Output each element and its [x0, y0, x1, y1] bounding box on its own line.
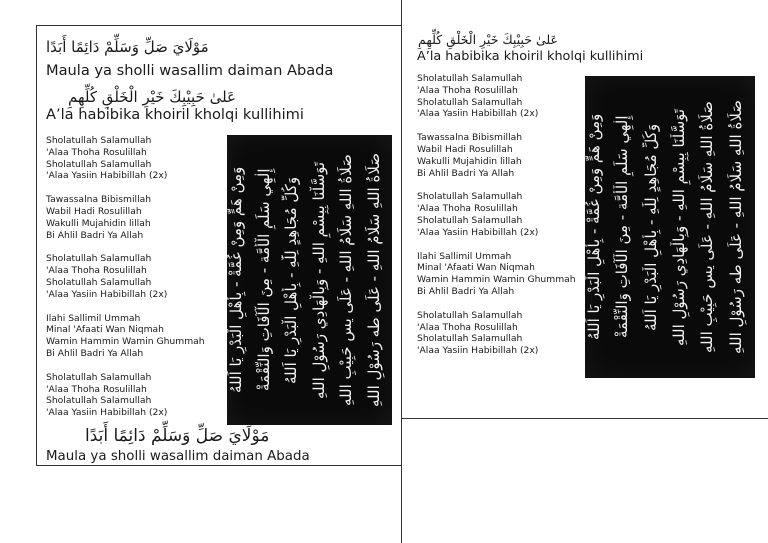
lyric-line: Wabil Hadi Rosulillah [46, 205, 142, 217]
lyric-line: 'Alaa Yasiin Habibillah (2x) [46, 288, 168, 300]
lyric-line: Wakulli Mujahidin lillah [46, 217, 151, 229]
lyric-line: 'Alaa Yasiin Habibillah (2x) [46, 170, 168, 182]
right-calligraphy-panel [585, 76, 755, 378]
lyric-stanza [46, 253, 205, 300]
lyric-stanza [46, 313, 205, 360]
calligraphy-column: صَلَاةُ اللهِ سَلَامُ اللهِ - عَلَى طه رَسُوْلِ اللهِ [726, 100, 745, 355]
lyric-stanza [417, 132, 576, 179]
left-header-latin-line-2: A’la habibika khoiril kholqi kullihimi [46, 106, 304, 123]
lyric-line: Tawassalna Bibismillah [46, 194, 152, 206]
left-page-bottom-border [36, 465, 401, 466]
lyric-line: 'Alaa Yasiin Habibillah (2x) [417, 108, 539, 120]
lyric-line: 'Alaa Yasiin Habibillah (2x) [46, 407, 168, 419]
lyric-line: Sholatullah Salamullah [46, 276, 152, 288]
calligraphy-column: صَلَاةُ اللهِ سَلَامُ اللهِ - عَلَى طه رَسُوْلِ اللهِ [364, 153, 383, 408]
lyric-line: Wamin Hammin Wamin Ghummah [46, 336, 205, 348]
lyric-line: Sholatullah Salamullah [46, 371, 152, 383]
lyric-line: Wamin Hammin Wamin Ghummah [417, 274, 576, 286]
lyric-stanza [417, 191, 576, 238]
lyric-line: Ilahi Sallimil Ummah [417, 250, 512, 262]
left-footer-arabic: مَوْلَايَ صَلِّ وَسَلِّمْ دَائِمًا أَبَدًا [85, 426, 270, 446]
right-lyrics [417, 73, 576, 369]
lyric-line: Wakulli Mujahidin lillah [417, 155, 522, 167]
left-footer-latin: Maula ya sholli wasallim daiman Abada [46, 449, 310, 464]
lyric-line: 'Alaa Thoha Rosulillah [46, 383, 147, 395]
left-header-latin-line-1: Maula ya sholli wasallim daiman Abada [46, 62, 334, 79]
lyric-line: Bi Ahlil Badri Ya Allah [417, 285, 515, 297]
lyric-line: Bi Ahlil Badri Ya Allah [417, 167, 515, 179]
calligraphy-column: صَلَاةُ اللهِ سَلَامُ اللهِ - عَلَى يس حَبِيْبِ اللهِ [337, 154, 355, 406]
lyric-line: 'Alaa Thoha Rosulillah [46, 265, 147, 277]
lyric-line: Bi Ahlil Badri Ya Allah [46, 347, 144, 359]
lyric-line: Tawassalna Bibismillah [417, 132, 523, 144]
lyric-stanza [417, 251, 576, 298]
calligraphy-column: وَمِنْ هَمٍّ وَمِنْ غُمَّةْ - بِأَهْلِ الْبَدْرِ يَا اَللهُ [227, 166, 245, 394]
lyric-line: Sholatullah Salamullah [46, 395, 152, 407]
lyric-line: 'Alaa Thoha Rosulillah [417, 203, 518, 215]
lyric-line: Sholatullah Salamullah [417, 309, 523, 321]
left-page-left-border [36, 25, 37, 466]
calligraphy-column: وَكُلِّ مُجَاهِدٍ لِلّٰهِ - بِأَهْلِ الْبَدْرِ يَا اَللهُ [282, 176, 300, 384]
lyric-line: Sholatullah Salamullah [417, 96, 523, 108]
calligraphy-column: صَلَاةُ اللهِ سَلَامُ اللهِ - عَلَى يس حَبِيْبِ اللهِ [698, 101, 717, 353]
lyric-line: 'Alaa Thoha Rosulillah [46, 146, 147, 158]
lyric-line: Sholatullah Salamullah [46, 135, 152, 146]
lyric-line: Sholatullah Salamullah [417, 214, 523, 226]
lyric-line: Sholatullah Salamullah [46, 253, 152, 265]
lyric-stanza [46, 135, 205, 182]
lyric-line: Minal 'Afaati Wan Niqmah [417, 262, 535, 274]
calligraphy-column: تَوَسَّلْنَا بِبِسْمِ اللهِ - وَبِالْهَادِي رَسُوْلِ اللهِ [309, 161, 328, 399]
left-calligraphy-panel [227, 135, 392, 425]
lyric-line: 'Alaa Yasiin Habibillah (2x) [417, 345, 539, 357]
lyric-line: Wabil Hadi Rosulillah [417, 143, 513, 155]
left-lyrics [46, 135, 205, 431]
right-page-bottom-border [401, 418, 768, 419]
left-header-arabic-line-2: عَلىٰ حَبِيْبِكَ خَيْرِ الْخَلْقِ كُلِّهِمِ [68, 88, 236, 106]
lyric-line: Sholatullah Salamullah [417, 191, 523, 203]
lyric-line: Minal 'Afaati Wan Niqmah [46, 324, 164, 336]
calligraphy-column: وَمِنْ هَمٍّ وَمِنْ غُمَّةْ - بِأَهْلِ الْبَدْرِ يَا اَللهُ [585, 113, 603, 341]
lyric-line: 'Alaa Yasiin Habibillah (2x) [417, 226, 539, 238]
calligraphy-column: وَكُلِّ مُجَاهِدٍ لِلّٰهِ - بِأَهْلِ الْبَدْرِ يَا اَللهُ [641, 123, 660, 331]
left-page-top-border [36, 25, 401, 26]
lyric-line: Bi Ahlil Badri Ya Allah [46, 229, 144, 241]
page-divider [401, 0, 402, 543]
lyric-stanza [417, 73, 576, 120]
left-header-arabic-line-1: مَوْلَايَ صَلِّ وَسَلِّمْ دَائِمًا أَبَدًا [46, 38, 209, 56]
lyric-stanza [46, 372, 205, 419]
calligraphy-column: تَوَسَّلْنَا بِبِسْمِ اللهِ - وَبِالْهَادِي رَسُوْلِ اللهِ [670, 108, 688, 346]
lyric-line: Sholatullah Salamullah [46, 158, 152, 170]
lyric-line: 'Alaa Thoha Rosulillah [417, 84, 518, 96]
right-header-latin: A’la habibika khoiril kholqi kullihimi [417, 49, 644, 64]
calligraphy-column: إِلٰهِي سَلِّمِ الْأُمَّة - مِنَ الْآفَاتِ وَالنِّقْمَةْ [254, 168, 273, 392]
right-header-arabic: عَلىٰ حَبِيْبِكَ خَيْرِ الْخَلْقِ كُلِّهِمِ [418, 32, 558, 47]
lyric-line: 'Alaa Thoha Rosulillah [417, 321, 518, 333]
lyric-line: Sholatullah Salamullah [417, 73, 523, 84]
lyric-line: Sholatullah Salamullah [417, 333, 523, 345]
calligraphy-column: إِلٰهِي سَلِّمِ الْأُمَّة - مِنَ الْآفَاتِ وَالنِّقْمَةْ [613, 115, 632, 339]
lyric-line: Ilahi Sallimil Ummah [46, 312, 141, 324]
lyric-stanza [46, 194, 205, 241]
lyric-stanza [417, 310, 576, 357]
